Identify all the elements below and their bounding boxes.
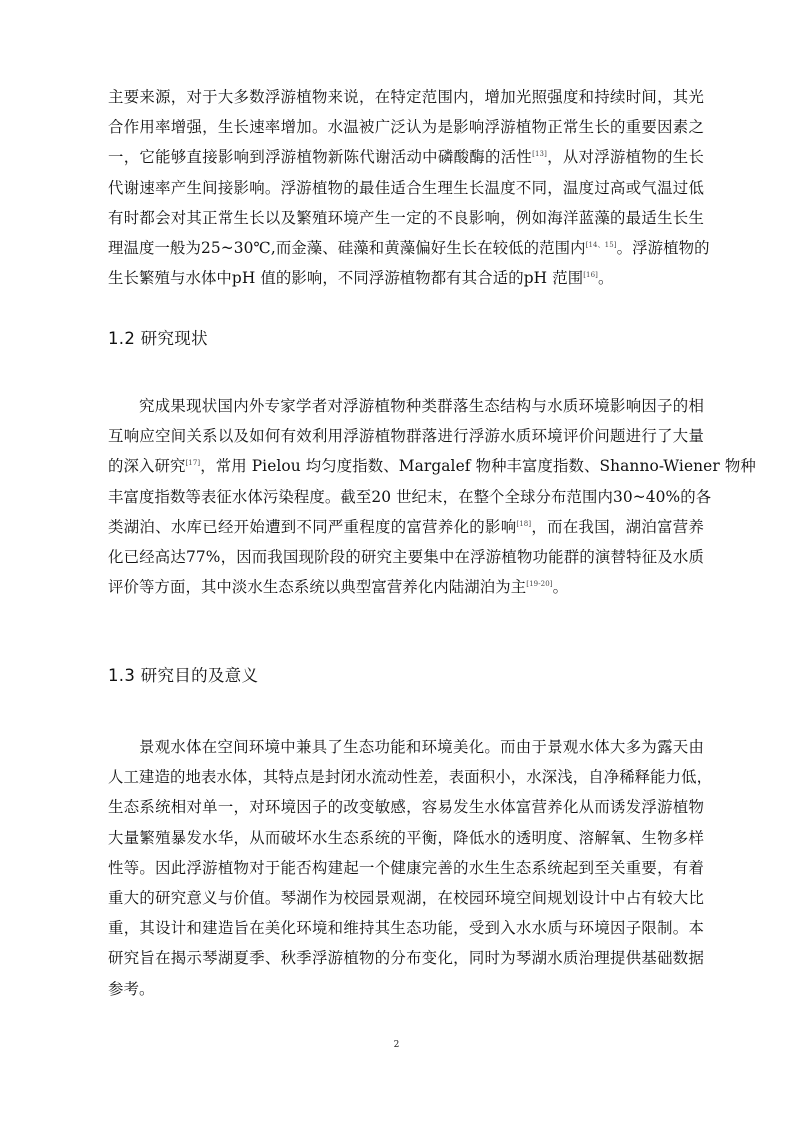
citation-ref: [13] [532, 150, 547, 159]
text-line [108, 512, 704, 542]
text-segment: ，从对浮游植物的生长 [546, 148, 704, 167]
text-segment: 的深入研究 [108, 457, 186, 476]
section-1-3-paragraph [108, 732, 713, 1004]
text-line: 参考。 [108, 979, 155, 998]
text-line: 有时都会对其正常生长以及繁殖环境产生一定的不良影响，例如海洋蓝藻的最适生长生 [108, 208, 704, 227]
citation-ref: [17] [185, 459, 201, 468]
intro-paragraph [108, 82, 710, 293]
paragraph-body [108, 82, 710, 293]
text-line [108, 233, 710, 263]
paragraph-body [108, 391, 756, 602]
text-line: 景观水体在空间环境中兼具了生态功能和环境美化。而由于景观水体大多为露天由 [139, 738, 704, 756]
section-heading-1-3: 1.3 研究目的及意义 [108, 666, 259, 685]
text-line [108, 572, 704, 602]
text-line [108, 451, 756, 481]
citation-ref: [19-20] [526, 580, 553, 589]
citation-ref: [14、15] [585, 240, 617, 249]
page-number: 2 [393, 1040, 400, 1050]
text-line [108, 263, 704, 293]
citation-ref: [16] [583, 271, 598, 280]
text-segment: 。 [597, 269, 614, 288]
text-segment: 生长繁殖与水体中pH 值的影响，不同浮游植物都有其合适的pH 范围 [108, 269, 584, 288]
text-segment: 类湖泊、水库已经开始遭到不同严重程度的富营养化的影响 [108, 517, 517, 536]
text-segment: 。浮游植物的 [616, 239, 710, 258]
text-line: 性等。因此浮游植物对于能否构建起一个健康完善的水生生态系统起到至关重要，有着 [108, 858, 704, 877]
text-line: 大量繁殖暴发水华，从而破坏水生态系统的平衡，降低水的透明度、溶解氧、生物多样 [108, 828, 704, 847]
section-heading-1-2: 1.2 研究现状 [108, 329, 208, 348]
text-line: 研究旨在揭示琴湖夏季、秋季浮游植物的分布变化，同时为琴湖水质治理提供基础数据 [108, 949, 704, 968]
paragraph-body [108, 732, 713, 1004]
text-segment: 评价等方面，其中淡水生态系统以典型富营养化内陆湖泊为主 [108, 578, 527, 597]
text-segment: 。 [552, 578, 569, 597]
text-segment: ，而在我国，湖泊富营养 [531, 517, 704, 536]
text-line: 重大的研究意义与价值。琴湖作为校园景观湖，在校园环境空间规划设计中占有较大比 [108, 889, 704, 908]
text-segment: 一，它能够直接影响到浮游植物新陈代谢活动中磷酸酶的活性 [108, 148, 533, 167]
text-segment: ，常用 Pielou 均匀度指数、Margalef 物种丰富度指数、Shanno-Wiener 物种 [200, 457, 756, 476]
text-line: 化已经高达77%，因而我国现阶段的研究主要集中在浮游植物功能群的演替特征及水质 [108, 548, 704, 567]
text-line: 重，其设计和建造旨在美化环境和维持其生态功能，受到入水水质与环境因子限制。本 [108, 919, 704, 938]
citation-ref: [18] [516, 519, 532, 528]
text-line [108, 142, 704, 172]
text-line: 究成果现状国内外专家学者对浮游植物种类群落生态结构与水质环境影响因子的相 [139, 397, 704, 415]
text-line: 代谢速率产生间接影响。浮游植物的最佳适合生理生长温度不同，温度过高或气温过低 [108, 178, 704, 197]
text-segment: 理温度一般为25~30℃,而金藻、硅藻和黄藻偏好生长在较低的范围内 [108, 239, 586, 258]
text-line: 主要来源，对于大多数浮游植物来说，在特定范围内，增加光照强度和持续时间，其光 [108, 88, 704, 106]
text-line: 互响应空间关系以及如何有效利用浮游植物群落进行浮游水质环境评价问题进行了大量 [108, 427, 704, 446]
section-1-2-paragraph [108, 391, 756, 602]
text-line: 人工建造的地表水体，其特点是封闭水流动性差，表面积小，水深浅，自净稀释能力低， [108, 768, 713, 787]
text-line: 丰富度指数等表征水体污染程度。截至20 世纪末，在整个全球分布范围内30~40%的各 [108, 487, 712, 506]
text-line: 合作用率增强，生长速率增加。水温被广泛认为是影响浮游植物正常生长的重要因素之 [108, 118, 704, 137]
text-line: 生态系统相对单一，对环境因子的改变敏感，容易发生水体富营养化从而诱发浮游植物 [108, 798, 704, 817]
